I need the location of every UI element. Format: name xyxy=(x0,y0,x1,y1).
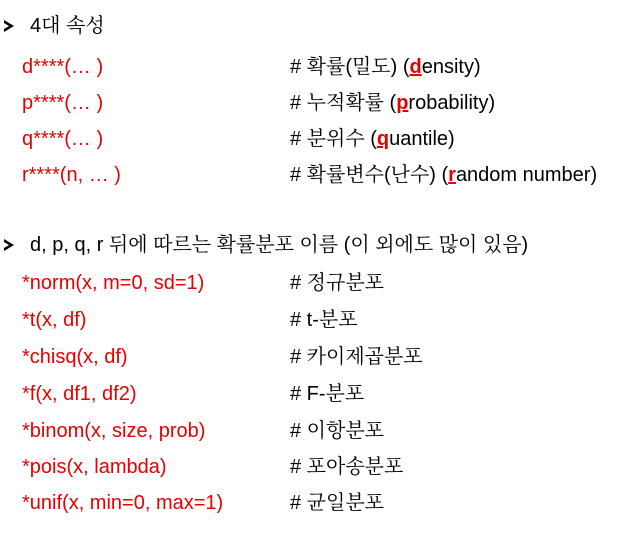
list-item xyxy=(0,307,633,333)
list-item xyxy=(0,90,633,116)
section1-heading-text: 4대 속성 xyxy=(30,15,105,37)
function-description xyxy=(290,162,597,188)
list-item xyxy=(0,162,633,188)
function-signature: q****(… ) xyxy=(22,128,104,150)
function-signature: p****(… ) xyxy=(22,92,104,114)
highlight-letter: r xyxy=(448,164,456,186)
function-signature: *binom(x, size, prob) xyxy=(22,420,206,442)
desc-text: # 확률변수(난수) ( xyxy=(290,164,449,186)
section1-heading xyxy=(4,14,105,38)
desc-text: uantile) xyxy=(389,128,455,150)
function-description: # t-분포 xyxy=(290,309,358,331)
arrow-bullet-icon xyxy=(4,20,14,32)
list-item xyxy=(0,126,633,152)
function-description: # 포아송분포 xyxy=(290,456,404,478)
arrow-bullet-icon xyxy=(4,239,14,251)
desc-text: # 확률(밀도) ( xyxy=(290,56,410,78)
list-item xyxy=(0,490,633,516)
list-item xyxy=(0,381,633,407)
list-item xyxy=(0,270,633,296)
list-item xyxy=(0,454,633,480)
desc-text: robability) xyxy=(408,92,496,114)
highlight-letter: d xyxy=(409,56,422,78)
function-signature: *pois(x, lambda) xyxy=(22,456,167,478)
desc-text: # 누적확률 ( xyxy=(290,92,397,114)
list-item xyxy=(0,54,633,80)
desc-text: andom number) xyxy=(455,164,598,186)
section2-heading-text: d, p, q, r 뒤에 따르는 확률분포 이름 (이 외에도 많이 있음) xyxy=(30,234,529,256)
section2-heading xyxy=(4,233,528,257)
function-description: # 카이제곱분포 xyxy=(290,346,423,368)
list-item xyxy=(0,418,633,444)
function-description: # 정규분포 xyxy=(290,272,384,294)
desc-text: # 분위수 ( xyxy=(290,128,377,150)
highlight-letter: p xyxy=(396,92,409,114)
function-signature: d****(… ) xyxy=(22,56,104,78)
function-description xyxy=(290,126,455,152)
function-signature: *norm(x, m=0, sd=1) xyxy=(22,272,205,294)
function-signature: *t(x, df) xyxy=(22,309,87,331)
function-description: # 이항분포 xyxy=(290,420,384,442)
function-description: # F-분포 xyxy=(290,383,365,405)
desc-text: ensity) xyxy=(421,56,481,78)
function-description xyxy=(290,54,481,80)
function-signature: r****(n, … ) xyxy=(22,164,121,186)
function-signature: *unif(x, min=0, max=1) xyxy=(22,492,224,514)
function-signature: *chisq(x, df) xyxy=(22,346,128,368)
list-item xyxy=(0,344,633,370)
highlight-letter: q xyxy=(376,128,390,150)
function-signature: *f(x, df1, df2) xyxy=(22,383,137,405)
function-description: # 균일분포 xyxy=(290,492,384,514)
function-description xyxy=(290,90,495,116)
